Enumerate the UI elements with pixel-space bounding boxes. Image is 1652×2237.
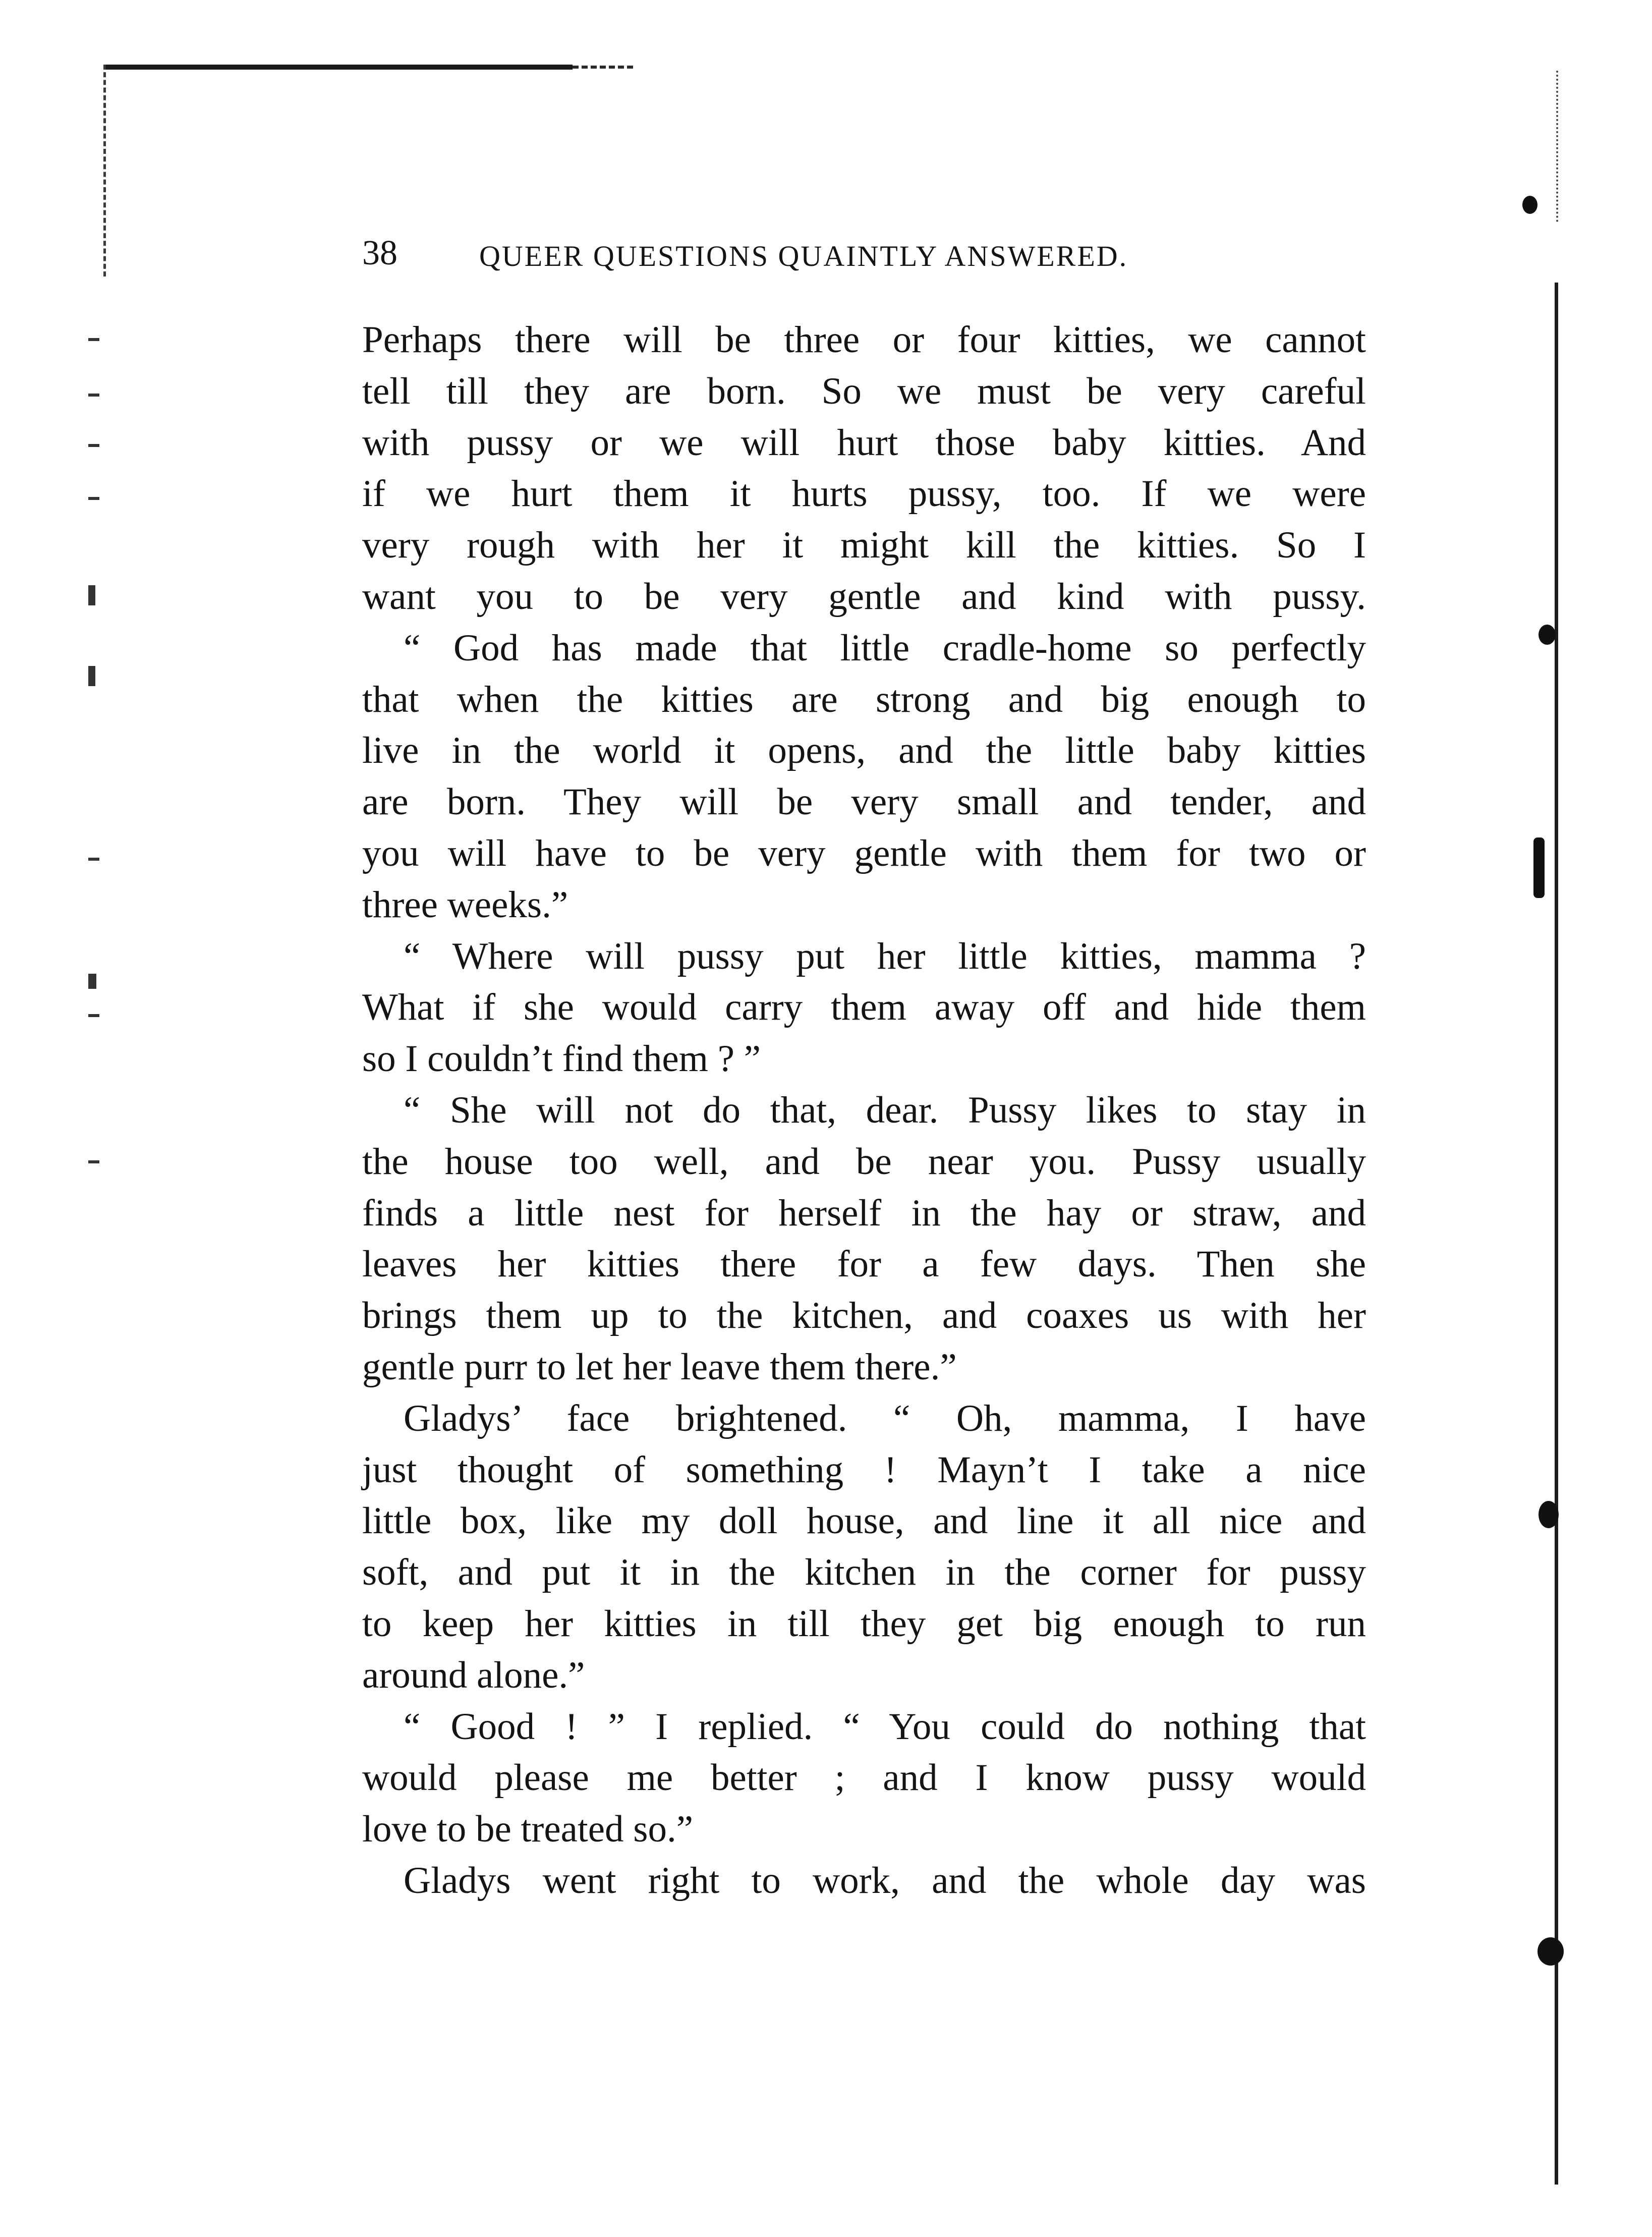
text-line: What if she would carry them away off and hide them [362,986,1366,1029]
body-text [362,314,1366,1907]
text-line: “ God has made that little cradle-home so perfectly [404,627,1366,669]
text-line: Perhaps there will be three or four kitties, we cannot [362,319,1366,361]
text-line: three weeks.” [362,883,568,926]
ink-blot [1539,1501,1559,1528]
text-line: soft, and put it in the kitchen in the corner for pussy [362,1551,1366,1594]
ink-blot [1533,837,1545,898]
text-line: “ She will not do that, dear. Pussy likes to stay in [404,1089,1366,1131]
scan-border-top [103,65,573,70]
scan-border-top-dash [573,66,633,69]
ink-blot [1539,625,1556,645]
text-line: if we hurt them it hurts pussy, too. If we were [362,473,1366,515]
text-line: to keep her kitties in till they get big enough to run [362,1602,1366,1645]
text-line: love to be treated so.” [362,1808,693,1851]
ink-blot [1522,196,1537,214]
margin-mark [88,338,99,341]
text-line: around alone.” [362,1654,585,1696]
text-line: “ Where will pussy put her little kitties, mamma ? [404,935,1366,977]
scan-edge-right-top [1556,71,1558,222]
running-header [362,233,1270,273]
text-line: so I couldn’t find them ? ” [362,1038,761,1080]
page-number: 38 [362,234,397,272]
scan-edge-right [1555,283,1558,2185]
text-line: are born. They will be very small and tender, and [362,781,1366,823]
text-line: would please me better ; and I know pussy would [362,1757,1366,1799]
text-line: want you to be very gentle and kind with pussy. [362,575,1366,618]
running-title: QUEER QUESTIONS QUAINTLY ANSWERED. [479,240,1128,272]
margin-mark [88,585,95,605]
text-line: with pussy or we will hurt those baby kitties. And [362,421,1366,464]
margin-mark [88,1014,99,1017]
text-line: “ Good ! ” I replied. “ You could do nothing that [404,1705,1366,1748]
margin-mark [88,974,96,989]
scan-border-left [103,65,106,276]
text-line: gentle purr to let her leave them there.” [362,1346,957,1388]
text-line: little box, like my doll house, and line it all nice and [362,1500,1366,1542]
text-line: that when the kitties are strong and big enough to [362,678,1366,720]
text-line: the house too well, and be near you. Pussy usually [362,1140,1366,1183]
ink-blot [1537,1937,1564,1966]
text-line: leaves her kitties there for a few days. Then she [362,1243,1366,1285]
margin-mark [88,858,99,861]
text-line: Gladys’ face brightened. “ Oh, mamma, I have [404,1397,1366,1439]
margin-mark [88,444,99,447]
text-line: just thought of something ! Mayn’t I take a nice [362,1448,1366,1491]
margin-mark [88,1160,99,1163]
margin-mark [88,666,95,686]
text-line: Gladys went right to work, and the whole day was [404,1859,1366,1902]
text-line: finds a little nest for herself in the hay or straw, and [362,1192,1366,1234]
text-line: live in the world it opens, and the little baby kitties [362,730,1366,772]
text-line: brings them up to the kitchen, and coaxes us with her [362,1295,1366,1337]
margin-mark [88,394,99,397]
text-line: you will have to be very gentle with them for two or [362,832,1366,874]
margin-mark [88,497,99,500]
text-line: very rough with her it might kill the kitties. So I [362,524,1366,567]
text-line: tell till they are born. So we must be very careful [362,370,1366,412]
